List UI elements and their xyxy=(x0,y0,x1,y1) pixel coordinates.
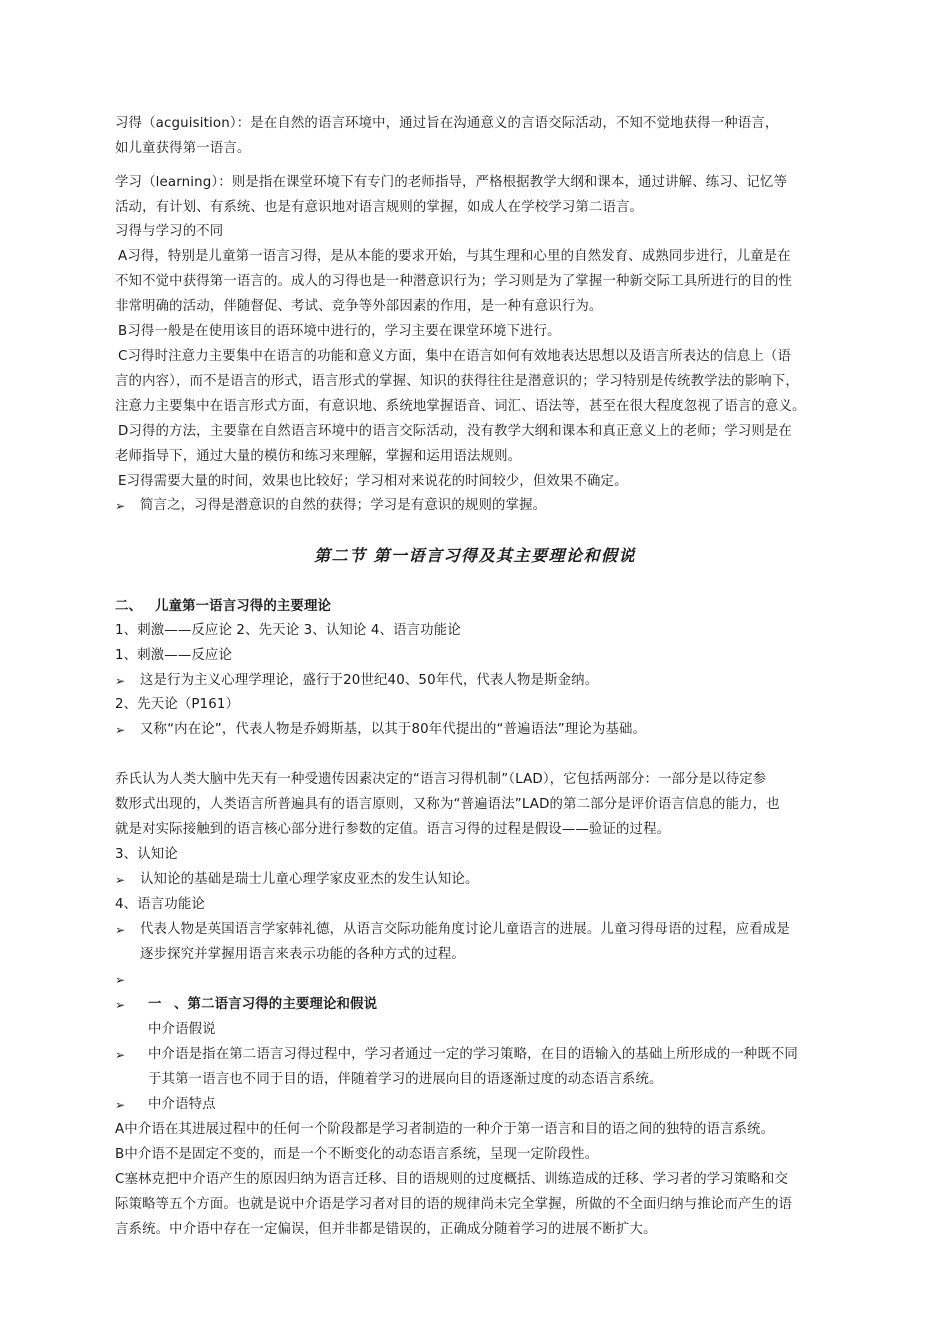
theory-2-title: 2、先天论（P161） xyxy=(115,697,240,712)
point-c-line-3: 注意力主要集中在语言形式方面，有意识地、系统地掌握语音、词汇、语法等，甚至在很大程度忽视了语言的意义。 xyxy=(115,399,806,414)
point-c-line-2: 言的内容），而不是语言的形式，语言形式的掌握、知识的获得往往是潜意识的；学习特别是传统教学法的影响下， xyxy=(115,374,799,389)
point-d-line-1: D习得的方法，主要靠在自然语言环境中的语言交际活动，没有教学大纲和课本和真正意义上的老师；学习则是在 xyxy=(118,424,792,439)
theory-3-title: 3、认知论 xyxy=(115,847,178,862)
acquisition-def-line-2: 如儿童获得第一语言。 xyxy=(115,141,251,156)
theory-2-note: 又称“内在论”，代表人物是乔姆斯基，以其于80年代提出的“普遍语法”理论为基础。 xyxy=(140,722,647,737)
interlanguage-def-line-1: 中介语是指在第二语言习得过程中，学习者通过一定的学习策略，在目的语输入的基础上所形成的一种既不同 xyxy=(148,1047,798,1062)
theory-4-title: 4、语言功能论 xyxy=(115,897,205,912)
interlanguage-features-title: 中介语特点 xyxy=(148,1097,216,1112)
theory-3-note: 认知论的基础是瑞士儿童心理学家皮亚杰的发生认知论。 xyxy=(140,872,479,887)
heading-2-text: 儿童第一语言习得的主要理论 xyxy=(155,599,332,614)
bullet-icon: ➢ xyxy=(115,998,126,1012)
bullet-icon: ➢ xyxy=(115,973,126,987)
bullet-icon: ➢ xyxy=(115,923,126,937)
bullet-icon: ➢ xyxy=(115,1098,126,1112)
point-e: E习得需要大量的时间，效果也比较好；学习相对来说花的时间较少，但效果不确定。 xyxy=(118,474,628,489)
bullet-icon: ➢ xyxy=(115,873,126,887)
heading-1-number: 一 xyxy=(148,997,162,1012)
section-title: 第二节 第一语言习得及其主要理论和假说 xyxy=(313,546,637,565)
feature-c-line-2: 际策略等五个方面。也就是说中介语是学习者对目的语的规律尚未完全掌握，所做的不全面归纳与推论而产生的语 xyxy=(115,1197,793,1212)
summary: 简言之，习得是潜意识的自然的获得；学习是有意识的规则的掌握。 xyxy=(140,498,547,513)
learning-def-line-2: 活动，有计划、有系统、也是有意识地对语言规则的掌握，如成人在学校学习第二语言。 xyxy=(115,200,644,215)
bullet-icon: ➢ xyxy=(115,499,126,513)
theory-1-title: 1、刺激——反应论 xyxy=(115,648,232,663)
interlanguage-def-line-2: 于其第一语言也不同于目的语，伴随着学习的进展向目的语逐渐过度的动态语言系统。 xyxy=(148,1072,663,1087)
feature-a: A中介语在其进展过程中的任何一个阶段都是学习者制造的一种介于第一语言和目的语之间的独特的语言系统。 xyxy=(115,1122,775,1137)
acquisition-def-line-1: 习得（acguisition）：是在自然的语言环境中，通过旨在沟通意义的言语交际活动，不知不觉地获得一种语言， xyxy=(115,116,779,131)
theories-list: 1、刺激——反应论 2、先天论 3、认知论 4、语言功能论 xyxy=(115,623,461,638)
chomsky-line-3: 就是对实际接触到的语言核心部分进行参数的定值。语言习得的过程是假设——验证的过程。 xyxy=(115,822,671,837)
bullet-icon: ➢ xyxy=(115,674,126,688)
interlanguage-title: 中介语假说 xyxy=(148,1022,216,1037)
feature-c-line-3: 言系统。中介语中存在一定偏误，但并非都是错误的，正确成分随着学习的进展不断扩大。 xyxy=(115,1222,657,1237)
difference-heading: 习得与学习的不同 xyxy=(115,224,224,239)
chomsky-line-1: 乔氏认为人类大脑中先天有一种受遗传因素决定的“语言习得机制”（LAD），它包括两部分：一部分是以待定参 xyxy=(115,772,767,787)
theory-4-note-line-1: 代表人物是英国语言学家韩礼德，从语言交际功能角度讨论儿童语言的进展。儿童习得母语的过程，应看成是 xyxy=(140,922,790,937)
point-c-line-1: C习得时注意力主要集中在语言的功能和意义方面，集中在语言如何有效地表达思想以及语言所表达的信息上（语 xyxy=(118,349,791,364)
heading-2-number: 二、 xyxy=(115,599,143,614)
point-a-line-3: 非常明确的活动，伴随督促、考试、竞争等外部因素的作用，是一种有意识行为。 xyxy=(115,299,603,314)
theory-1-note: 这是行为主义心理学理论，盛行于20世纪40、50年代，代表人物是斯金纳。 xyxy=(140,673,599,688)
point-b: B习得一般是在使用该目的语环境中进行的，学习主要在课堂环境下进行。 xyxy=(118,324,561,339)
theory-4-note-line-2: 逐步探究并掌握用语言来表示功能的各种方式的过程。 xyxy=(140,947,465,962)
point-a-line-2: 不知不觉中获得第一语言的。成人的习得也是一种潜意识行为；学习则是为了掌握一种新交际工具所进行的目的性 xyxy=(115,274,793,289)
bullet-icon: ➢ xyxy=(115,723,126,737)
point-d-line-2: 老师指导下，通过大量的模仿和练习来理解，掌握和运用语法规则。 xyxy=(115,449,522,464)
learning-def-line-1: 学习（learning）：则是指在课堂环境下有专门的老师指导，严格根据教学大纲和课本，通过讲解、练习、记忆等 xyxy=(115,175,787,190)
feature-b: B中介语不是固定不变的，而是一个不断变化的动态语言系统，呈现一定阶段性。 xyxy=(115,1147,599,1162)
bullet-icon: ➢ xyxy=(115,1048,126,1062)
point-a-line-1: A习得，特别是儿童第一语言习得，是从本能的要求开始，与其生理和心里的自然发育、成熟同步进行，儿童是在 xyxy=(118,249,791,264)
heading-1-text: 、第二语言习得的主要理论和假说 xyxy=(174,997,378,1012)
feature-c-line-1: C塞林克把中介语产生的原因归纳为语言迁移、目的语规则的过度概括、训练造成的迁移、学习者的学习策略和交 xyxy=(115,1172,788,1187)
chomsky-line-2: 数形式出现的，人类语言所普遍具有的语言原则，又称为“普遍语法”LAD的第二部分是评价语言信息的能力，也 xyxy=(115,797,780,812)
